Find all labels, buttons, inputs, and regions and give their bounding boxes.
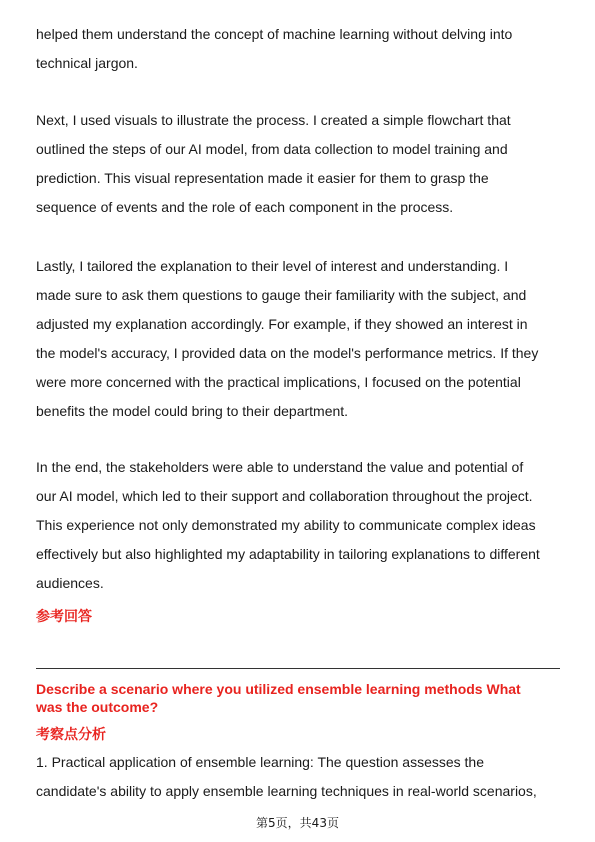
answer-paragraph-4: [36, 453, 540, 598]
page-footer: 第5页，共43页: [256, 816, 339, 830]
answer-paragraph-3: [36, 252, 538, 426]
text-line: candidate's ability to apply ensemble learning techniques in real-world scenarios,: [36, 783, 537, 799]
text-line: audiences.: [36, 575, 104, 591]
section-divider: [36, 668, 560, 669]
text-line: effectively but also highlighted my adaptability in tailoring explanations to different: [36, 546, 540, 562]
text-line: In the end, the stakeholders were able to understand the value and potential of: [36, 459, 524, 475]
text-line: outlined the steps of our AI model, from data collection to model training and: [36, 141, 508, 157]
text-line: This experience not only demonstrated my ability to communicate complex ideas: [36, 517, 536, 533]
text-line: our AI model, which led to their support and collaboration throughout the project.: [36, 488, 533, 504]
analysis-paragraph: [36, 748, 537, 806]
text-line: helped them understand the concept of machine learning without delving into: [36, 26, 513, 42]
question-line: was the outcome?: [36, 699, 159, 715]
text-line: Next, I used visuals to illustrate the process. I created a simple flowchart that: [36, 112, 511, 128]
text-line: technical jargon.: [36, 55, 138, 71]
analysis-label: 考察点分析: [36, 727, 106, 743]
reference-answer-label: 参考回答: [36, 609, 92, 625]
answer-paragraph-1: [36, 20, 512, 78]
question-heading: [36, 680, 560, 716]
text-line: 1. Practical application of ensemble learning: The question assesses the: [36, 754, 485, 770]
text-line: prediction. This visual representation made it easier for them to grasp the: [36, 170, 489, 186]
text-line: adjusted my explanation accordingly. For example, if they showed an interest in: [36, 316, 528, 332]
text-line: benefits the model could bring to their department.: [36, 403, 349, 419]
question-line: Describe a scenario where you utilized ensemble learning methods What: [36, 681, 521, 697]
text-line: were more concerned with the practical implications, I focused on the potential: [36, 374, 521, 390]
text-line: Lastly, I tailored the explanation to their level of interest and understanding. I: [36, 258, 509, 274]
text-line: sequence of events and the role of each component in the process.: [36, 199, 454, 215]
answer-paragraph-2: [36, 106, 511, 222]
text-line: the model's accuracy, I provided data on the model's performance metrics. If they: [36, 345, 539, 361]
text-line: made sure to ask them questions to gauge their familiarity with the subject, and: [36, 287, 527, 303]
